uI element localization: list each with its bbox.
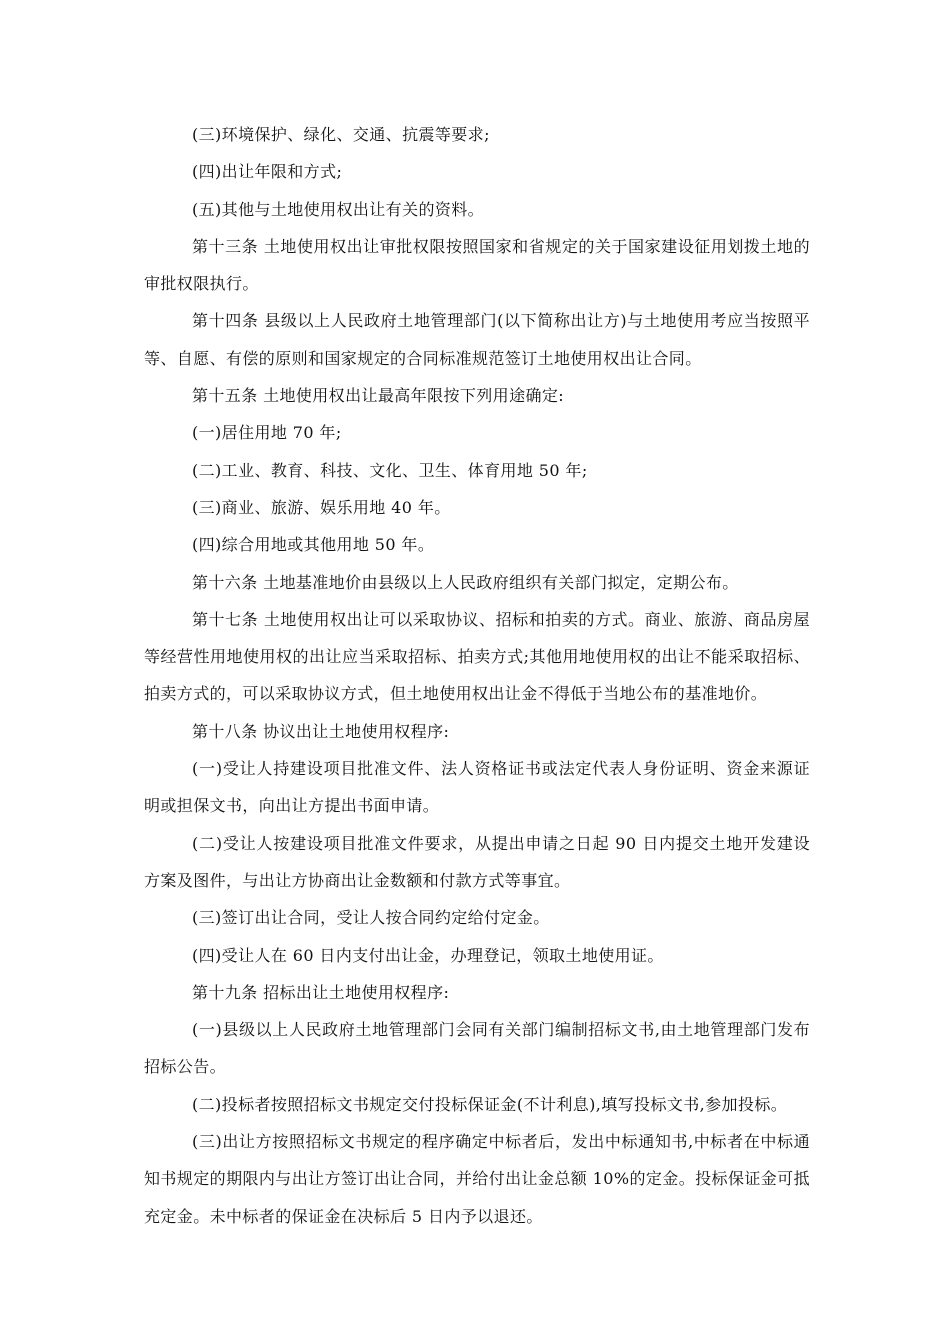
paragraph-article-15-item-2: (二)工业、教育、科技、文化、卫生、体育用地 50 年; [192,460,588,480]
document-body [144,116,810,1235]
paragraph-article-14: 第十四条 县级以上人民政府土地管理部门(以下简称出让方)与土地使用考应当按照平等、自愿、有偿的原则和国家规定的合同标准规范签订土地使用权出让合同。 [144,311,810,368]
paragraph-article-18-item-2: (二)受让人按建设项目批准文件要求，从提出申请之日起 90 日内提交土地开发建设方案及图件，与出让方协商出让金数额和付款方式等事宜。 [144,833,810,890]
paragraph-article-18-item-3: (三)签订出让合同，受让人按合同约定给付定金。 [192,908,550,928]
paragraph-article-16: 第十六条 土地基准地价由县级以上人民政府组织有关部门拟定，定期公布。 [192,572,739,592]
paragraph-article-18: 第十八条 协议出让土地使用权程序: [192,721,450,741]
paragraph-article-18-item-1: (一)受让人持建设项目批准文件、法人资格证书或法定代表人身份证明、资金来源证明或担保文书，向出让方提出书面申请。 [144,759,810,816]
paragraph-article-13: 第十三条 土地使用权出让审批权限按照国家和省规定的关于国家建设征用划拨土地的审批权限执行。 [144,236,810,294]
paragraph-article-19-item-3: (三)出让方按照招标文书规定的程序确定中标者后，发出中标通知书,中标者在中标通知书规定的期限内与出让方签订出让合同，并给付出让金总额 10%的定金。投标保证金可抵充定金。未中标者的保证金在决标后 5 日内予以退还。 [144,1132,810,1226]
paragraph-item-3-environment: (三)环境保护、绿化、交通、抗震等要求; [192,125,490,144]
paragraph-article-15-item-4: (四)综合用地或其他用地 50 年。 [192,535,435,555]
paragraph-article-15-item-3: (三)商业、旅游、娱乐用地 40 年。 [192,497,451,517]
paragraph-article-15-item-1: (一)居住用地 70 年; [192,423,342,443]
paragraph-article-19: 第十九条 招标出让土地使用权程序: [192,982,450,1002]
paragraph-item-4-term: (四)出让年限和方式; [192,162,343,182]
paragraph-article-18-item-4: (四)受让人在 60 日内支付出让金，办理登记，领取土地使用证。 [192,945,664,965]
paragraph-article-15: 第十五条 土地使用权出让最高年限按下列用途确定: [192,386,565,406]
paragraph-item-5-other: (五)其他与土地使用权出让有关的资料。 [192,199,485,219]
paragraph-article-19-item-1: (一)县级以上人民政府土地管理部门会同有关部门编制招标文书,由土地管理部门发布招标公告。 [144,1020,810,1077]
paragraph-article-17: 第十七条 土地使用权出让可以采取协议、招标和拍卖的方式。商业、旅游、商品房屋等经营性用地使用权的出让应当采取招标、拍卖方式;其他用地使用权的出让不能采取招标、拍卖方式的，可以采取协议方式，但土地使用权出让金不得低于当地公布的基准地价。 [144,609,810,704]
paragraph-article-19-item-2: (二)投标者按照招标文书规定交付投标保证金(不计利息),填写投标文书,参加投标。 [192,1094,788,1114]
